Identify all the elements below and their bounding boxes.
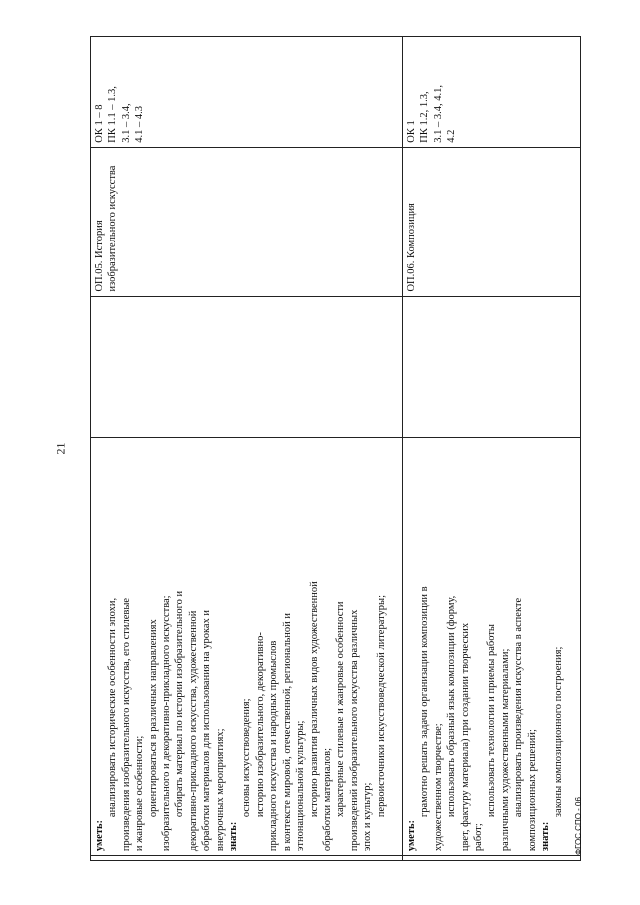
footer-code: ФГОС СПО - 06 xyxy=(574,797,583,855)
text-line: и жанровые особенности; xyxy=(134,735,146,852)
text-line: отбирать материал по истории изобразительного и xyxy=(174,590,186,818)
discipline-cell xyxy=(403,147,581,296)
standards-table xyxy=(90,36,581,861)
competency-code: ОК 1 xyxy=(406,120,417,143)
text-line: историю изобразительного, декоративно- xyxy=(254,632,266,818)
competencies-cell xyxy=(403,37,581,148)
competency-code: ПК 1.2, 1.3, xyxy=(419,91,431,143)
text-line: изобразительного и декоративно-прикладного искусства; xyxy=(161,595,173,852)
skills-knowledge-cell xyxy=(403,437,581,855)
skills-lines xyxy=(106,442,227,851)
discipline-name: ОП.05. История изобразительного искусства xyxy=(94,165,119,292)
text-line: внеурочных мероприятиях; xyxy=(214,728,226,852)
text-line: прикладного искусства и народных промыслов xyxy=(268,640,280,852)
text-line: первоисточники искусствоведческой литературы; xyxy=(375,594,387,818)
discipline-cell xyxy=(91,147,403,296)
blank-cell xyxy=(91,296,403,437)
text-line: обработки материалов для использования на уроках и xyxy=(201,609,213,852)
text-line: историю развития различных видов художественной xyxy=(308,581,320,818)
text-line: цвет, фактуру материала) при создании творческих xyxy=(459,622,471,852)
blank-narrow-cell xyxy=(403,856,581,861)
text-line: декоративно-прикладного искусства, художественной xyxy=(187,610,199,852)
text-line: характерные стилевые и жанровые особенности xyxy=(335,601,347,818)
competency-lines xyxy=(405,41,459,143)
text-line: этнонациональной культуры; xyxy=(295,720,307,852)
skills-header: уметь: xyxy=(94,819,105,852)
rotated-page xyxy=(90,36,580,861)
knowledge-lines xyxy=(240,442,387,851)
text-line: композиционных решений; xyxy=(526,729,538,852)
competency-code: 3.1 – 3.4, 4.1, xyxy=(432,84,444,143)
text-line: использовать технологии и приемы работы xyxy=(486,624,498,818)
skills-header: уметь: xyxy=(406,819,417,852)
blank-cell xyxy=(403,296,581,437)
text-line: эпох и культур; xyxy=(362,782,374,852)
skills-lines xyxy=(418,442,539,851)
competencies-cell xyxy=(91,37,403,148)
competency-code: 4.1 – 4.3 xyxy=(134,105,146,143)
page-number: 21 xyxy=(53,442,68,455)
text-line: анализировать произведения искусства в аспекте xyxy=(513,597,525,818)
text-line: художественном творчестве; xyxy=(432,723,444,852)
table-row xyxy=(91,37,403,861)
text-line: анализировать исторические особенности эпохи, xyxy=(107,597,119,818)
text-line: произведения изобразительного искусства, его стилевые xyxy=(120,597,132,852)
competency-code: ПК 1.1 – 1.3, xyxy=(107,86,119,143)
competency-code: ОК 1 – 8 xyxy=(94,104,105,143)
text-line: законы композиционного построения; xyxy=(553,646,565,818)
competency-code: 3.1 – 3.4, xyxy=(120,103,132,143)
text-line: ориентироваться в различных направлениях xyxy=(147,619,159,818)
text-line: различными художественными материалами; xyxy=(499,648,511,852)
text-line: грамотно решать задачи организации композиции в xyxy=(419,586,431,818)
competency-lines xyxy=(93,41,147,143)
text-line: обработки материалов; xyxy=(321,748,333,852)
skills-knowledge-cell xyxy=(91,437,403,855)
knowledge-header: знать: xyxy=(228,821,240,852)
text-line: использовать образный язык композиции (форму, xyxy=(446,595,458,818)
competency-code: 4.2 xyxy=(446,129,458,143)
table-row xyxy=(403,37,581,861)
text-line: работ; xyxy=(473,823,485,852)
text-line: основы искусствоведения; xyxy=(241,698,253,818)
blank-narrow-cell xyxy=(91,856,403,861)
knowledge-lines xyxy=(552,442,565,851)
knowledge-header: знать: xyxy=(540,821,552,852)
discipline-name: ОП.06. Композиция xyxy=(406,203,417,292)
text-line: в контексте мировой, отечественной, региональной и xyxy=(281,612,293,852)
text-line: произведений изобразительного искусства различных xyxy=(348,609,360,852)
